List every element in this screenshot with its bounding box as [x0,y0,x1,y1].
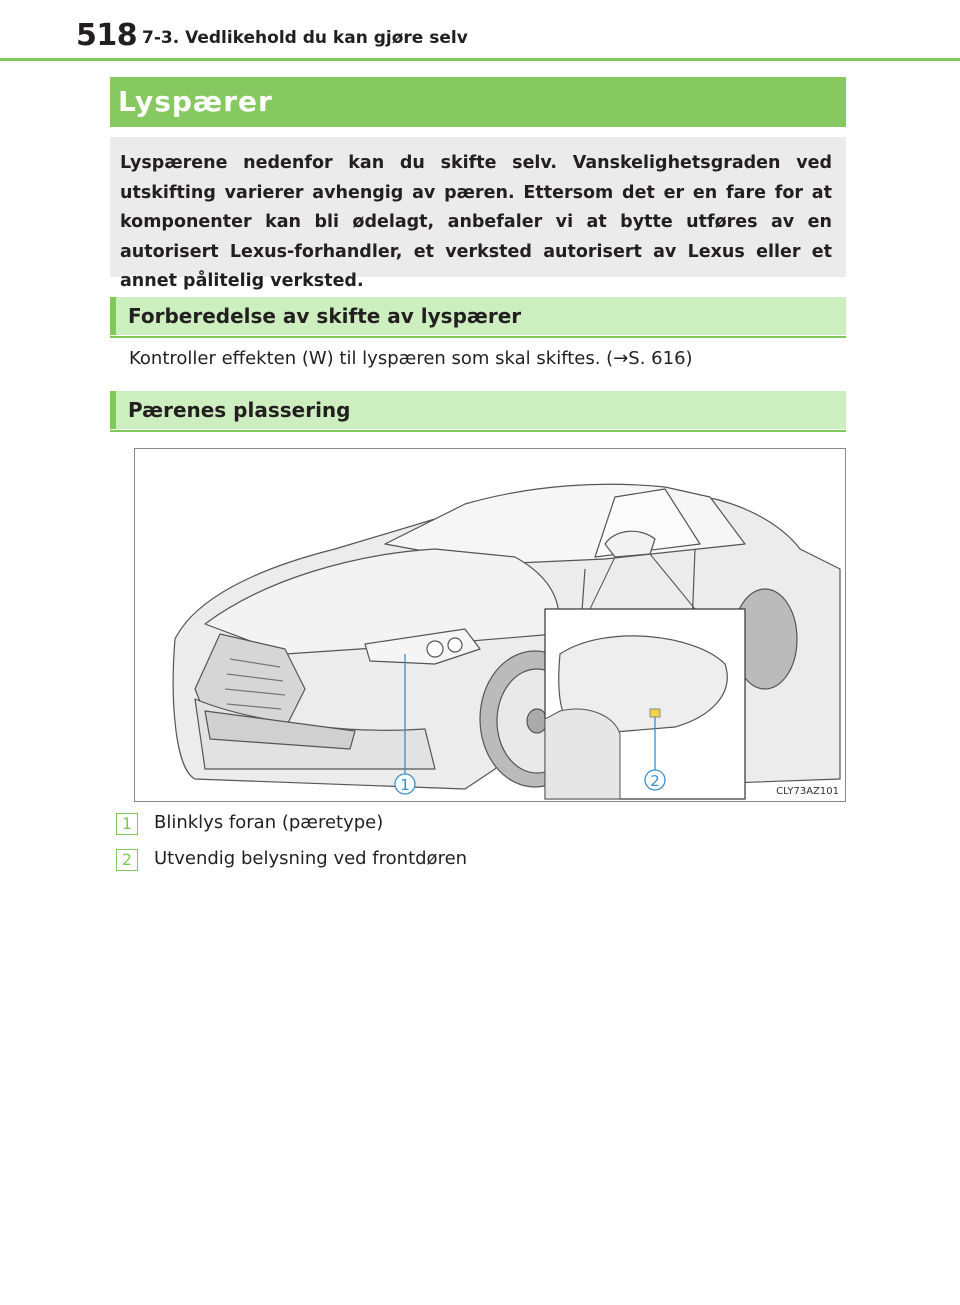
subheading-locations [110,391,846,429]
subheading-locations-text: Pærenes plassering [128,398,351,422]
section-title-bar [110,77,846,127]
legend-number: 2 [116,849,138,871]
legend-number: 1 [116,813,138,835]
header-divider [0,58,960,61]
intro-box [110,137,846,291]
car-illustration [134,448,846,802]
page-header [0,0,960,64]
page-number: 518 [76,18,138,53]
legend-label: Blinklys foran (pæretype) [154,812,384,833]
section-title: Lyspærer [118,85,273,118]
preparation-text: Kontroller effekten (W) til lyspæren som skal skiftes. (→S. 616) [129,348,693,369]
figure-code: CLY73AZ101 [776,786,839,797]
subheading-underline [110,430,846,432]
callout-1-label: 1 [400,776,410,794]
subheading-preparation-text: Forberedelse av skifte av lyspærer [128,304,522,328]
car-drawing [135,449,845,801]
legend-label: Utvendig belysning ved frontdøren [154,848,468,869]
subheading-preparation [110,297,846,335]
chapter-title: 7-3. Vedlikehold du kan gjøre selv [142,28,468,48]
intro-text: Lyspærene nedenfor kan du skifte selv. Vanskelighetsgraden ved utskifting varierer avhengig av pæren. Ettersom det er en fare for at komponenter kan bli ødelagt, anbefaler vi at bytte utføres av en autorisert Lexus-forhandler, et verksted autorisert av Lexus eller et annet pålitelig verksted. [120,153,832,291]
subheading-underline [110,336,846,338]
callout-2-label: 2 [650,772,660,790]
